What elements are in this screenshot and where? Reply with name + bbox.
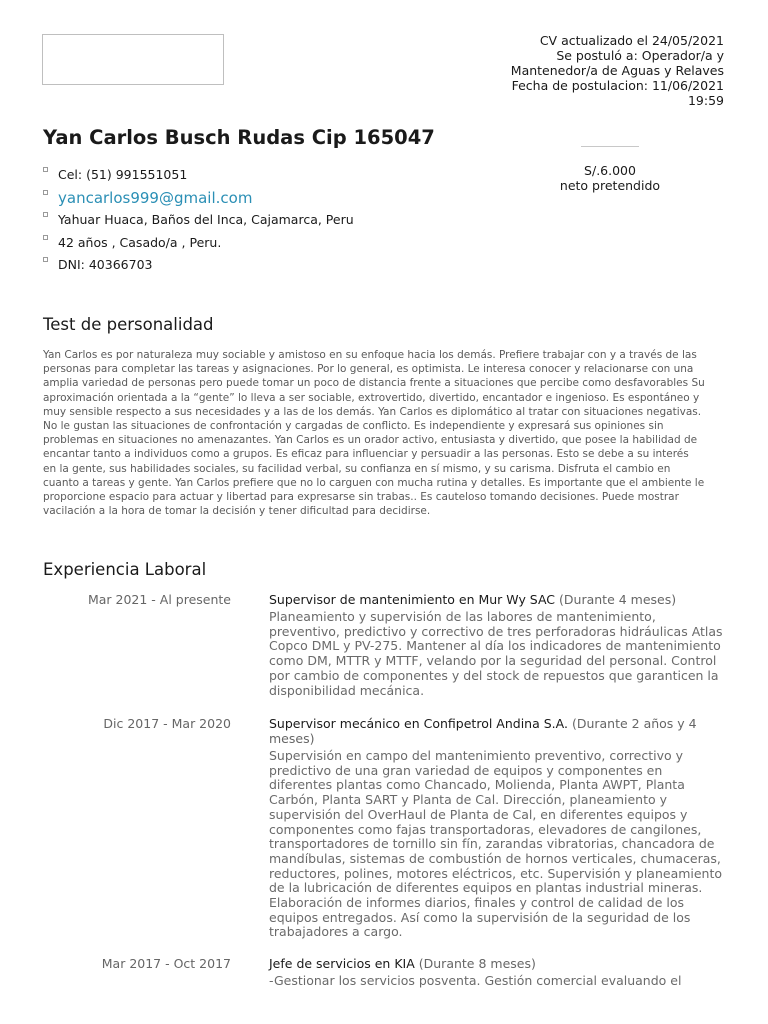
experience-role: Supervisor mecánico en Confipetrol Andina S.A. (269, 716, 568, 731)
contact-list (43, 164, 354, 277)
application-date-line1: Fecha de postulacion: 11/06/2021 (511, 78, 724, 93)
contact-age-status (43, 232, 354, 255)
applied-position-line2: Mantenedor/a de Aguas y Relaves (510, 63, 724, 78)
application-date-line2: 19:59 (687, 93, 724, 108)
experience-description: Supervisión en campo del mantenimiento preventivo, correctivo y predictivo de una gran variedad de equipos y componentes en diferentes plantas como Chancado, Molienda, Planta AWPT, Planta Carbón, Planta SART y Planta de Cal. Dirección, planeamiento y supervisión del OverHaul de Planta de Cal, en diferentes equipos y componentes como fajas transportadoras, elevadores de cangilones, transportadores de tornillo sin fín, zarandas vibratorias, chancadora de mandíbulas, sistemas de combustión de hornos verticales, chumaceras, reductores, polines, motores eléctricos, etc. Supervisión y planeamiento de la lubricación de diferentes equipos en plantas industrial mineras. Elaboración de informes diarios, finales y control de calidad de los equipos entregados. Así como la supervisión de la seguridad de los trabajadores a cargo. (269, 748, 723, 940)
address-text: Yahuar Huaca, Baños del Inca, Cajamarca, Peru (58, 212, 354, 227)
bullet-icon (43, 257, 48, 262)
experience-role: Jefe de servicios en KIA (269, 956, 415, 971)
phone-text: Cel: (51) 991551051 (58, 167, 188, 182)
application-meta (424, 33, 724, 108)
salary-label: neto pretendido (559, 178, 661, 193)
contact-phone (43, 164, 354, 187)
applied-position-line1: Se postuló a: Operador/a y (556, 48, 724, 63)
cv-updated: CV actualizado el 24/05/2021 (539, 33, 724, 48)
bullet-icon (43, 167, 48, 172)
candidate-name: Yan Carlos Busch Rudas Cip 165047 (43, 126, 435, 149)
personality-title: Test de personalidad (43, 315, 214, 334)
personality-text: Yan Carlos es por naturaleza muy sociable y amistoso en su enfoque hacia los demás. Prefiere trabajar con y a través de las personas para completar las tareas y asignaciones. Por lo general, es optimista. Le interesa conocer y relacionarse con una amplia variedad de personas pero puede tomar un poco de distancia frente a situaciones que percibe como desfavorables Su aproximación orientada a la “gente” lo lleva a ser sociable, extrovertido, divertido, encantador e ingenioso. Es espontáneo y muy sensible respecto a sus necesidades y a las de los demás. Yan Carlos es diplomático al tratar con situaciones negativas. No le gustan las situaciones de confrontación y cargadas de conflicto. Es independiente y expresará sus opiniones sin problemas en situaciones no amenazantes. Yan Carlos es un orador activo, entusiasta y divertido, que posee la habilidad de encantar tanto a individuos como a grupos. Es eficaz para influenciar y persuadir a las personas. Esto se debe a su interés en la gente, sus habilidades sociales, su facilidad verbal, su confianza en sí mismo, y su carisma. Disfruta el cambio en cuanto a tareas y gente. Yan Carlos prefiere que no lo carguen con mucha rutina y detalles. Es importante que el ambiente le proporcione espacio para actuar y libertad para expresarse sin trabas.. Es cauteloso tomando decisiones. Puede mostrar vacilación a la hora de tomar la decisión y tener dificultad para decidirse. (43, 349, 705, 518)
salary-divider (581, 146, 639, 147)
salary-amount: S/.6.000 (584, 163, 636, 178)
dni-text: DNI: 40366703 (58, 257, 153, 272)
experience-duration: (Durante 2 años y 4 meses) (269, 716, 697, 746)
salary-block (540, 146, 680, 193)
experience-title: Experiencia Laboral (43, 560, 207, 579)
email-link[interactable]: yancarlos999@gmail.com (58, 188, 253, 207)
experience-description: Planeamiento y supervisión de las labores de mantenimiento, preventivo, predictivo y correctivo de tres perforadoras hidráulicas Atlas Copco DML y PV-275. Mantener al día los indicadores de mantenimiento como DM, MTTR y MTTF, velando por la seguridad del personal. Control por cambio de componentes y del stock de repuestos que garanticen la disponibilidad mecánica. (269, 609, 723, 698)
age-status-text: 42 años , Casado/a , Peru. (58, 234, 222, 250)
experience-body (269, 716, 727, 940)
contact-address (43, 209, 354, 232)
photo-placeholder (42, 34, 224, 85)
experience-dates: Mar 2021 - Al presente (87, 592, 231, 607)
experience-dates: Dic 2017 - Mar 2020 (103, 716, 231, 731)
bullet-icon (43, 190, 48, 195)
contact-email (43, 187, 354, 210)
experience-body (269, 956, 727, 989)
experience-heading (269, 716, 727, 746)
experience-description: -Gestionar los servicios posventa. Gestión comercial evaluando el (269, 973, 682, 988)
bullet-icon (43, 212, 48, 217)
experience-duration: (Durante 4 meses) (559, 592, 677, 607)
experience-role: Supervisor de mantenimiento en Mur Wy SAC (269, 592, 556, 607)
experience-heading (269, 592, 727, 607)
experience-dates: Mar 2017 - Oct 2017 (101, 956, 231, 971)
contact-dni (43, 254, 354, 277)
experience-heading (269, 956, 727, 971)
experience-duration: (Durante 8 meses) (418, 956, 536, 971)
bullet-icon (43, 235, 48, 240)
experience-body (269, 592, 727, 698)
